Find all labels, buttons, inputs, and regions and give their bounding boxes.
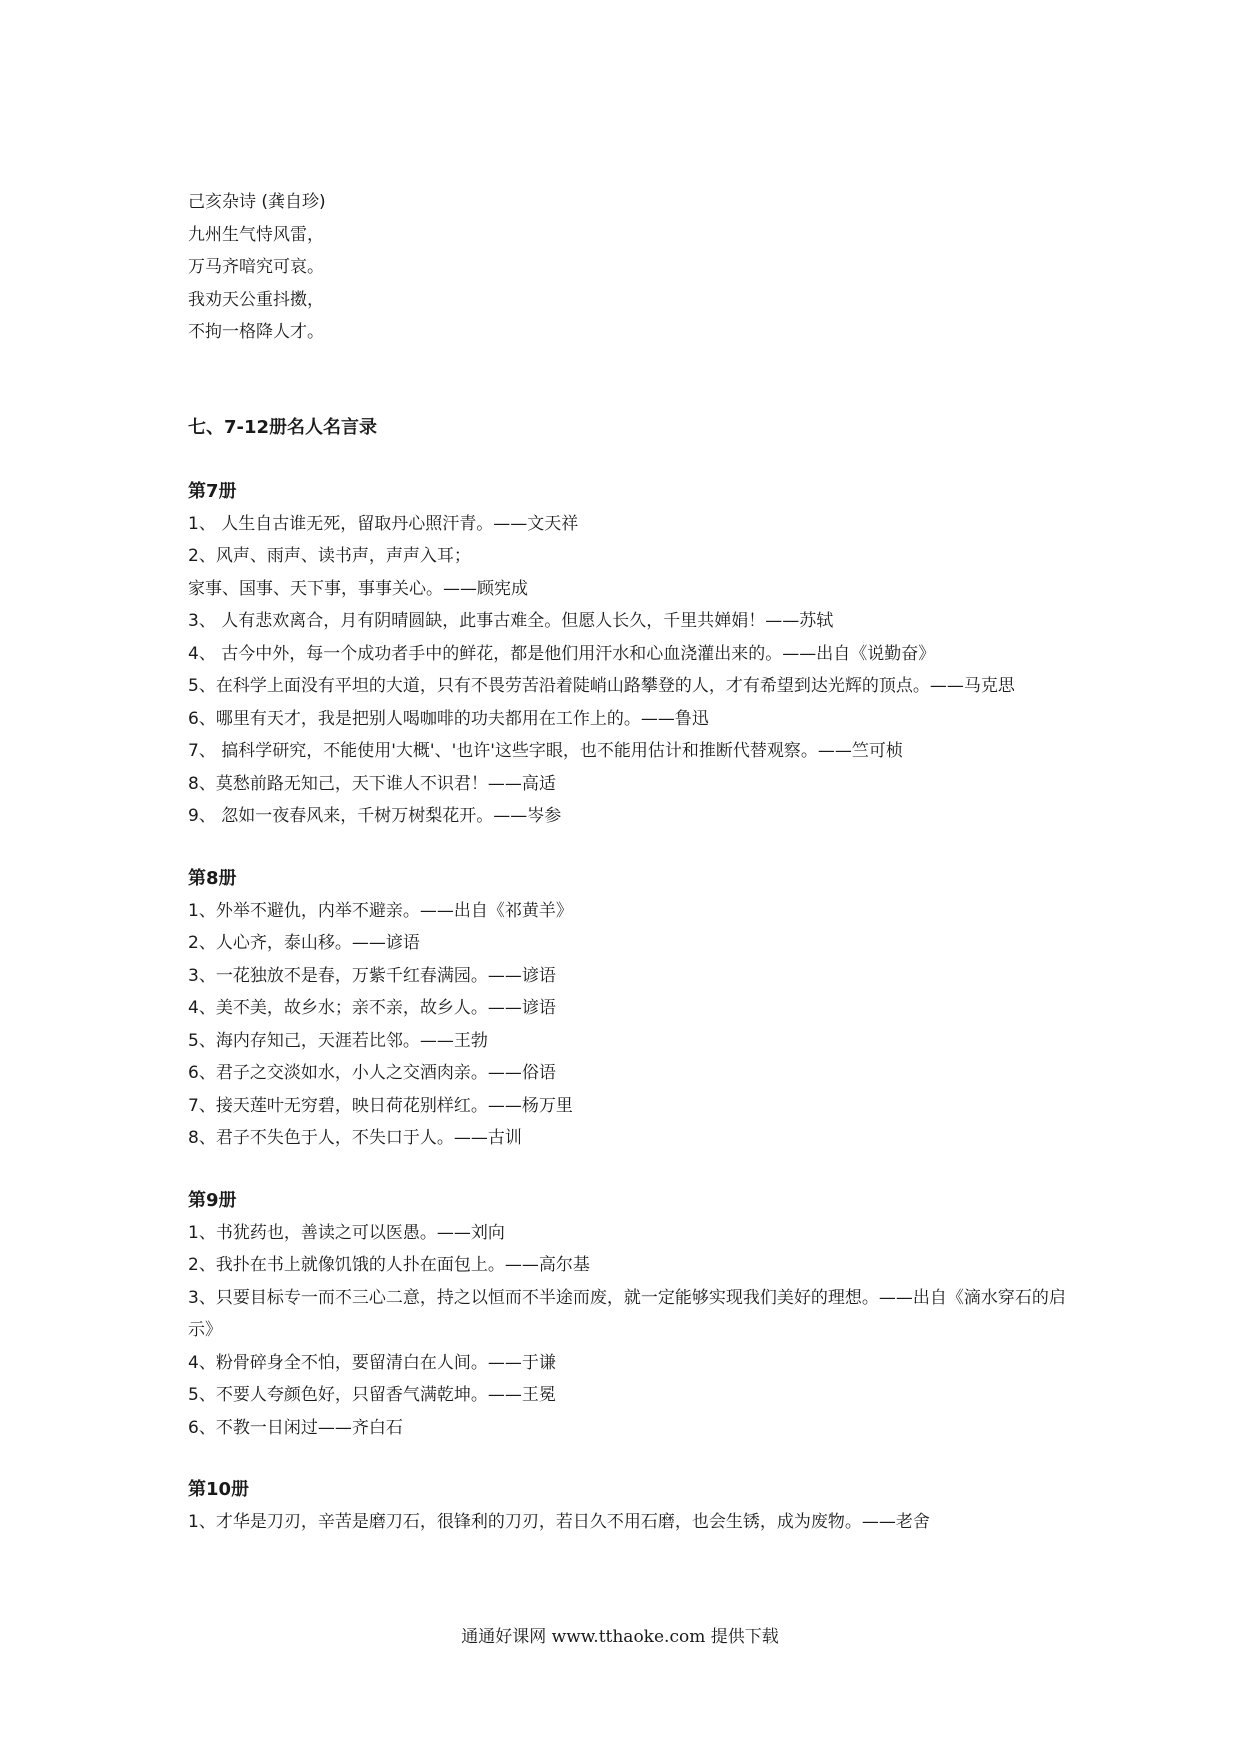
section-title: 七、7-12册名人名言录 [188,416,378,438]
quote-item: 家事、国事、天下事，事事关心。——顾宪成 [188,578,528,599]
quote-item: 9、 忽如一夜春风来，千树万树梨花开。——岑参 [188,806,562,826]
quote-item: 5、不要人夸颜色好，只留香气满乾坤。——王冕 [188,1385,556,1405]
book-section-8 [188,863,1068,1155]
book-section-10 [188,1474,1068,1539]
quote-item: 8、君子不失色于人，不失口于人。——古训 [188,1128,522,1148]
quote-item: 2、我扑在书上就像饥饿的人扑在面包上。——高尔基 [188,1255,590,1275]
quote-item: 2、人心齐，泰山移。——谚语 [188,933,420,953]
quote-item: 6、不教一日闲过——齐白石 [188,1417,403,1438]
quote-item: 4、 古今中外，每一个成功者手中的鲜花，都是他们用汗水和心血浇灌出来的。——出自《说勤奋》 [188,643,936,664]
poem-line: 九州生气恃风雷， [188,224,324,245]
quote-item: 1、外举不避仇，内举不避亲。——出自《祁黄羊》 [188,900,573,921]
poem-title: 己亥杂诗 (龚自珍) [188,192,326,212]
book-heading: 第9册 [188,1189,237,1211]
poem-line: 万马齐喑究可哀。 [188,257,324,277]
book-heading: 第7册 [188,480,237,502]
quote-item: 7、 搞科学研究，不能使用'大概'、'也许'这些字眼，也不能用估计和推断代替观察。——竺可桢 [188,741,903,761]
quote-item: 1、 人生自古谁无死，留取丹心照汗青。——文天祥 [188,513,579,534]
poem-line: 不拘一格降人才。 [188,322,324,342]
quote-item: 8、莫愁前路无知己，天下谁人不识君！——高适 [188,773,556,794]
quote-item: 6、君子之交淡如水，小人之交酒肉亲。——俗语 [188,1063,556,1083]
quote-item: 5、在科学上面没有平坦的大道，只有不畏劳苦沿着陡峭山路攀登的人，才有希望到达光辉的顶点。——马克思 [188,676,1015,696]
book-section-7 [188,476,1068,833]
quote-item: 2、风声、雨声、读书声，声声入耳； [188,546,471,566]
quote-item: 3、只要目标专一而不三心二意，持之以恒而不半途而废，就一定能够实现我们美好的理想。——出自《滴水穿石的启示》 [188,1287,1066,1340]
quote-item: 3、一花独放不是春，万紫千红春满园。——谚语 [188,965,556,986]
document-body [188,186,1068,1539]
poem [188,186,1068,349]
quote-item: 5、海内存知己，天涯若比邻。——王勃 [188,1030,488,1051]
page-footer: 通通好课网 www.tthaoke.com 提供下载 [461,1627,779,1647]
book-heading: 第10册 [188,1479,250,1500]
quote-item: 1、书犹药也，善读之可以医愚。——刘向 [188,1222,505,1243]
book-heading: 第8册 [188,867,237,889]
poem-line: 我劝天公重抖擞， [188,289,324,310]
book-section-9 [188,1185,1068,1445]
quote-item: 4、粉骨碎身全不怕，要留清白在人间。——于谦 [188,1352,556,1373]
quote-item: 6、哪里有天才，我是把别人喝咖啡的功夫都用在工作上的。——鲁迅 [188,708,709,729]
quote-item: 1、才华是刀刃，辛苦是磨刀石，很锋利的刀刃，若日久不用石磨，也会生锈，成为废物。——老舍 [188,1512,930,1532]
quote-item: 4、美不美，故乡水；亲不亲，故乡人。——谚语 [188,998,556,1018]
quote-item: 3、 人有悲欢离合，月有阴晴圆缺，此事古难全。但愿人长久，千里共婵娟！——苏轼 [188,611,834,631]
quote-item: 7、接天莲叶无穷碧，映日荷花别样红。——杨万里 [188,1095,573,1116]
